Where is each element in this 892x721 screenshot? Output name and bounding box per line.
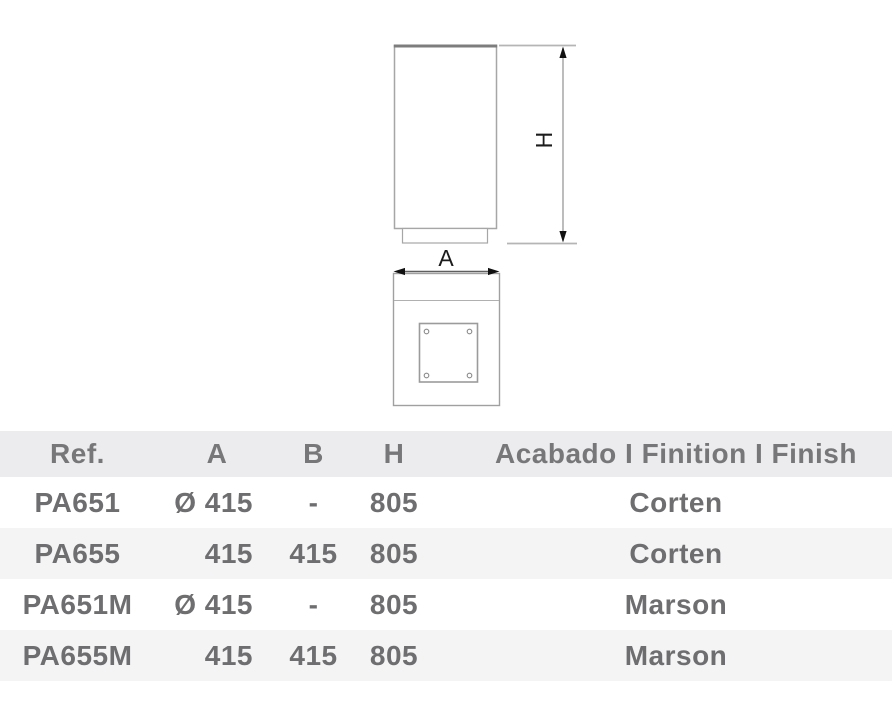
cell-a: Ø 415 [174, 486, 253, 518]
front-view-base [403, 229, 488, 244]
bolt-hole [424, 373, 429, 378]
front-view [394, 46, 497, 244]
cell-finish: Marson [624, 588, 728, 620]
width-dimension [394, 245, 500, 275]
cell-finish: Corten [629, 486, 723, 518]
cell-b: - [308, 486, 319, 518]
cell-h: 805 [369, 486, 419, 518]
spec-table [0, 431, 892, 681]
cell-h: 805 [369, 639, 419, 671]
cell-b: - [308, 588, 319, 620]
bolt-hole [424, 329, 429, 334]
cell-h: 805 [369, 537, 419, 569]
cell-ref: PA655 [34, 537, 121, 569]
cell-finish: Marson [624, 639, 728, 671]
table-row [0, 579, 892, 630]
cell-a: 415 [204, 639, 253, 671]
front-view-body [395, 46, 497, 229]
header-ref: Ref. [50, 438, 105, 469]
cell-ref: PA655M [22, 639, 133, 671]
cell-finish: Corten [629, 537, 723, 569]
table-header-row [0, 431, 892, 477]
cell-h: 805 [369, 588, 419, 620]
height-dimension [499, 46, 577, 244]
height-label: H [531, 131, 557, 149]
arrowhead-down [559, 231, 566, 243]
header-h: H [383, 438, 405, 469]
table-row [0, 630, 892, 681]
header-b: B [303, 438, 324, 469]
header-finish: Acabado I Finition I Finish [495, 438, 857, 469]
top-view [394, 274, 500, 406]
cell-ref: PA651M [22, 588, 133, 620]
cell-a: 415 [204, 537, 253, 569]
bolt-hole [467, 373, 472, 378]
cell-b: 415 [289, 537, 338, 569]
cell-ref: PA651 [34, 486, 121, 518]
header-a: A [206, 438, 228, 469]
arrowhead-up [559, 47, 566, 59]
width-label: A [438, 245, 454, 271]
table-row [0, 477, 892, 528]
cell-b: 415 [289, 639, 338, 671]
table-row [0, 528, 892, 579]
bolt-hole [467, 329, 472, 334]
cell-a: Ø 415 [174, 588, 253, 620]
